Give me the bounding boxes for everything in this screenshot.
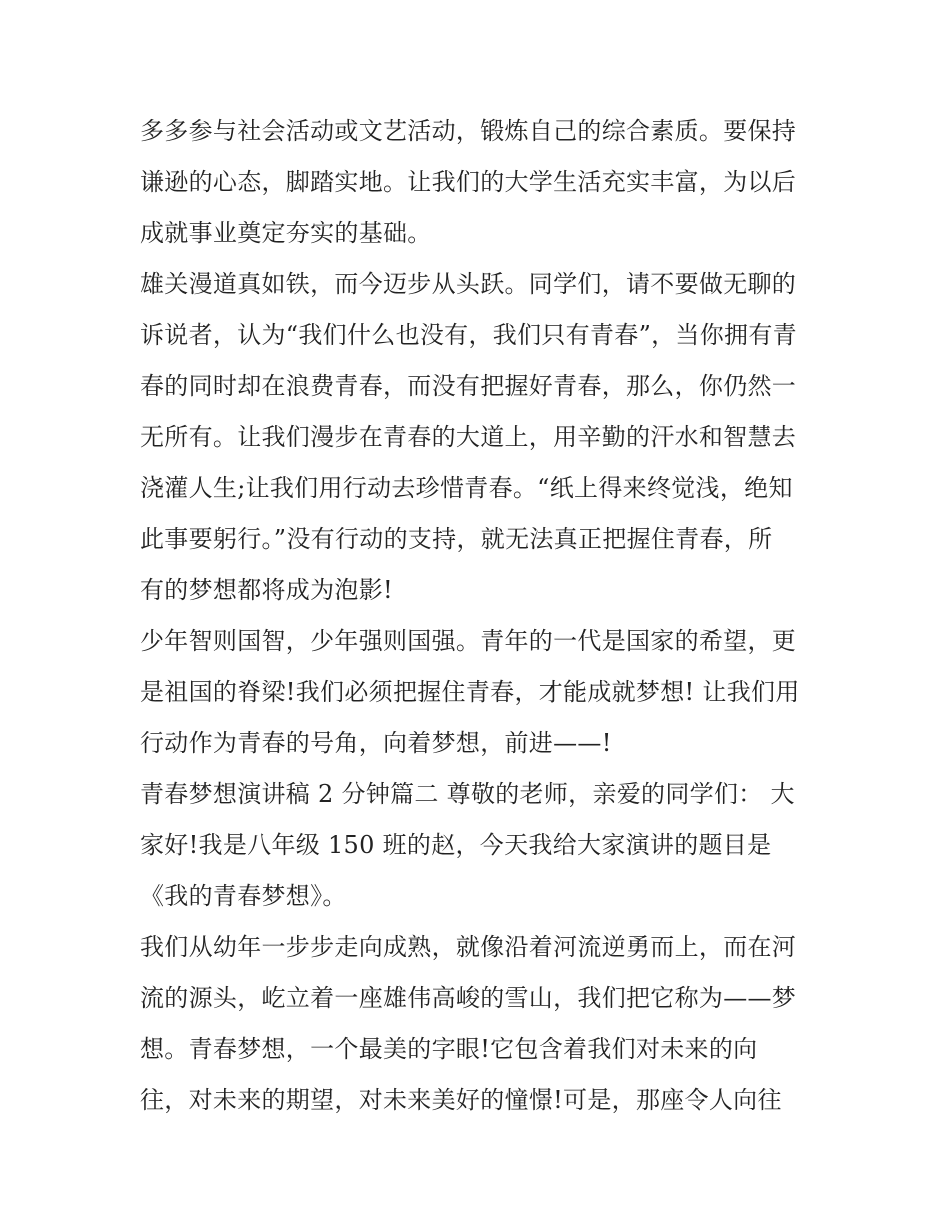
text-line: 谦逊的心态，脚踏实地。让我们的大学生活充实丰富，为以后 xyxy=(140,168,797,196)
text-line: 是祖国的脊梁!我们必须把握住青春，才能成就梦想! 让我们用 xyxy=(140,678,800,706)
text-line: 《我的青春梦想》。 xyxy=(140,882,347,910)
text-line: 少年智则国智，少年强则国强。青年的一代是国家的希望，更 xyxy=(140,627,797,655)
text-line: 行动作为青春的号角，向着梦想，前进——! xyxy=(140,729,612,757)
text-line: 往，对未来的期望，对未来美好的憧憬!可是，那座令人向往 xyxy=(140,1086,782,1114)
text-line: 家好!我是八年级 150 班的赵，今天我给大家演讲的题目是 xyxy=(140,831,772,859)
document-body xyxy=(140,106,820,1126)
text-line: 有的梦想都将成为泡影! xyxy=(140,576,393,604)
text-line: 想。青春梦想，一个最美的字眼!它包含着我们对未来的向 xyxy=(140,1035,758,1063)
text-line: 我们从幼年一步步走向成熟，就像沿着河流逆勇而上，而在河 xyxy=(140,933,797,961)
text-line: 青春梦想演讲稿 2 分钟篇二 尊敬的老师，亲爱的同学们： 大 xyxy=(140,780,795,808)
text-line: 诉说者，认为“我们什么也没有，我们只有青春”，当你拥有青 xyxy=(140,321,797,349)
text-line: 成就事业奠定夯实的基础。 xyxy=(140,219,432,247)
text-line: 多多参与社会活动或文艺活动，锻炼自己的综合素质。要保持 xyxy=(140,117,797,145)
text-line: 春的同时却在浪费青春，而没有把握好青春，那么，你仍然一 xyxy=(140,372,797,400)
text-line: 无所有。让我们漫步在青春的大道上，用辛勤的汗水和智慧去 xyxy=(140,423,797,451)
text-line: 此事要躬行。”没有行动的支持，就无法真正把握住青春，所 xyxy=(140,525,773,553)
text-line: 雄关漫道真如铁，而今迈步从头跃。同学们，请不要做无聊的 xyxy=(140,270,797,298)
text-line: 流的源头，屹立着一座雄伟高峻的雪山，我们把它称为——梦 xyxy=(140,984,797,1012)
text-line: 浇灌人生;让我们用行动去珍惜青春。“纸上得来终觉浅，绝知 xyxy=(140,474,793,502)
